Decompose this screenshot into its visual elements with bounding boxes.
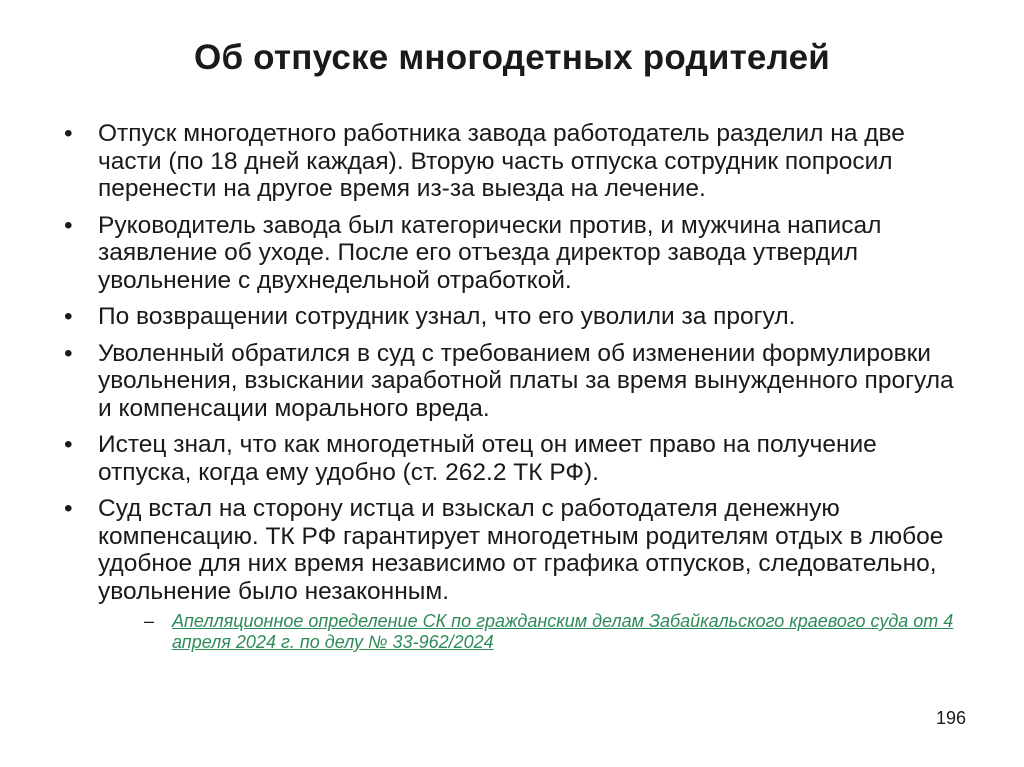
bullet-marker: • (64, 495, 73, 522)
bullet-marker: • (64, 339, 73, 367)
bullet-item (64, 495, 969, 605)
court-ruling-link[interactable]: Апелляционное определение СК по гражданским делам Забайкальского краевого суда от 4 апреля 2024 г. по делу № 33-962/2024 (172, 611, 954, 652)
bullet-item (64, 431, 969, 486)
sub-item (144, 611, 969, 653)
bullet-text: Истец знал, что как многодетный отец он имеет право на получение отпуска, когда ему удобно (ст. 262.2 ТК РФ). (98, 431, 877, 486)
bullet-text: Отпуск многодетного работника завода работодатель разделил на две части (по 18 дней каждая). Вторую часть отпуска сотрудник попросил перенести на другое время из-за выезда на лечение. (98, 120, 905, 202)
bullet-marker: • (64, 431, 73, 458)
bullet-text: Суд встал на сторону истца и взыскал с работодателя денежную компенсацию. ТК РФ гарантирует многодетным родителям отдых в любое удобное для них время независимо от графика отпусков, следовательно, увольнение было незаконным. (98, 495, 944, 605)
bullet-marker: • (64, 120, 73, 147)
bullet-item (64, 120, 969, 203)
bullet-item (64, 340, 969, 423)
sub-item-marker: – (144, 611, 155, 631)
bullet-marker: • (64, 303, 73, 330)
bullet-marker: • (64, 211, 73, 239)
bullet-item (64, 303, 969, 331)
slide-title: Об отпуске многодетных родителей (194, 38, 830, 77)
bullet-item (64, 212, 969, 295)
bullet-text: Руководитель завода был категорически против, и мужчина написал заявление об уходе. После его отъезда директор завода утвердил увольнение с двухнедельной отработкой. (98, 211, 882, 294)
bullet-list (64, 120, 969, 653)
page-number: 196 (935, 708, 966, 728)
bullet-text: Уволенный обратился в суд с требованием об изменении формулировки увольнения, взыскании заработной платы за время вынужденного прогула и компенсации морального вреда. (98, 339, 954, 422)
bullet-text: По возвращении сотрудник узнал, что его уволили за прогул. (98, 303, 796, 330)
